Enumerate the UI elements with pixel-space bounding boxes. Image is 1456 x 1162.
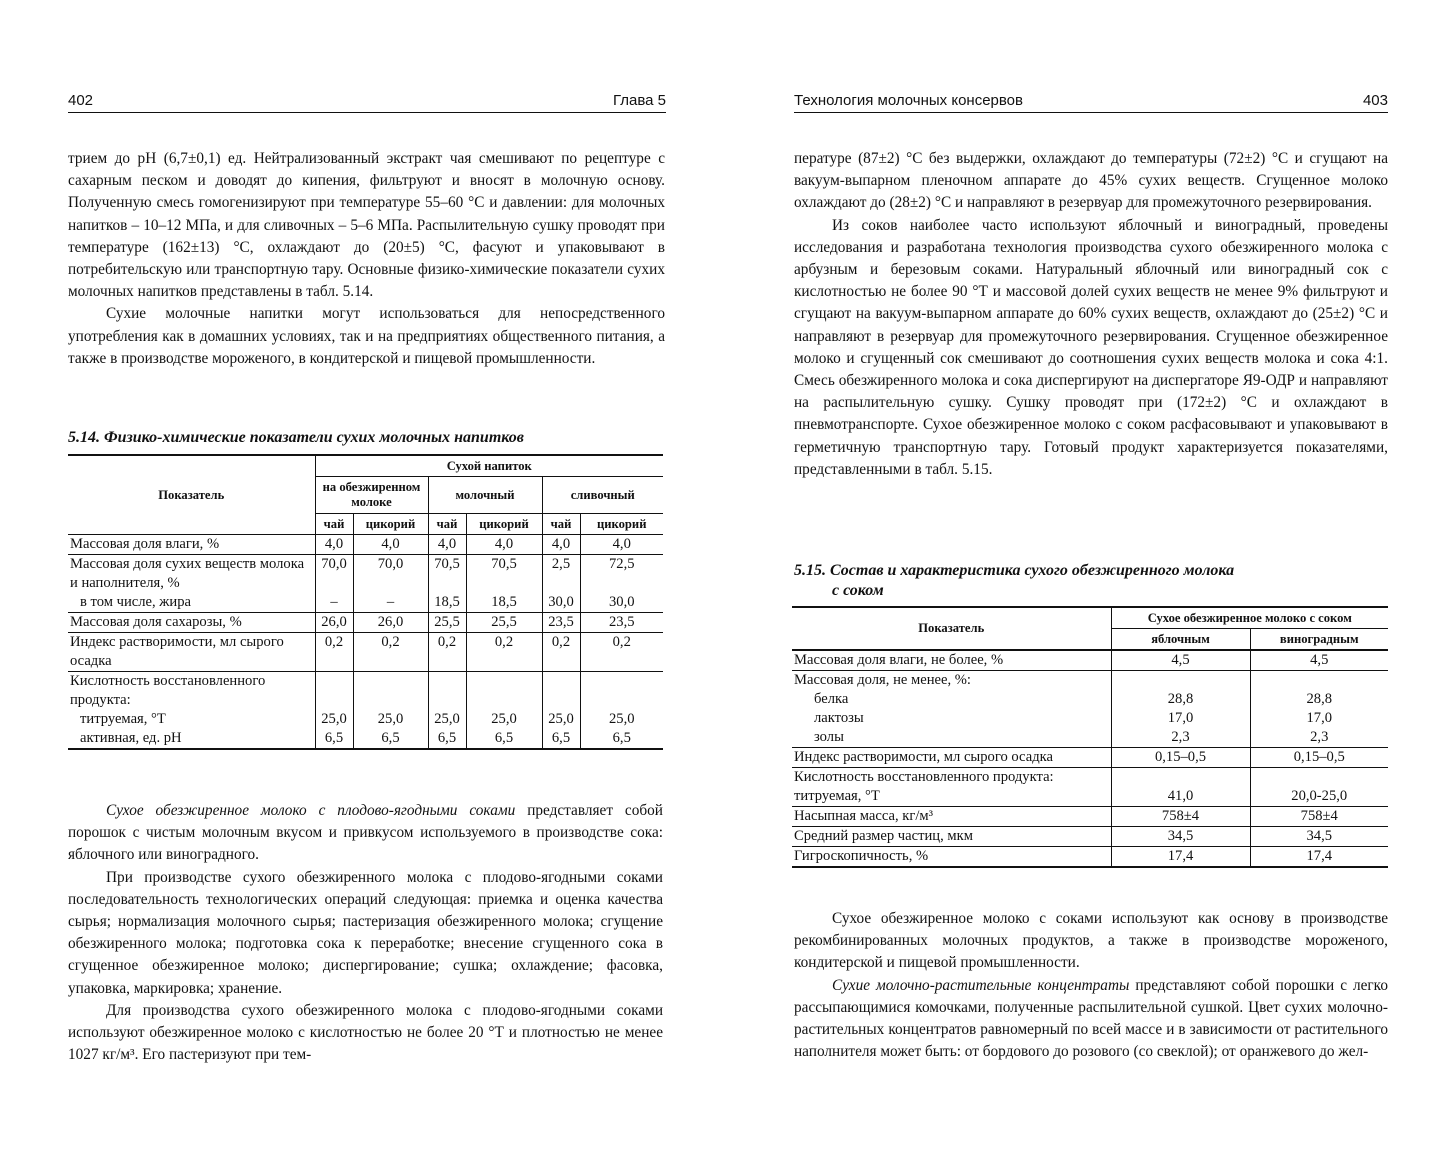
table-row: титруемая, °Т 41,0 20,0-25,0 — [792, 787, 1388, 807]
table-row: активная, ед. pH 6,5 6,5 6,5 6,5 6,5 6,5 — [68, 729, 663, 749]
paragraph: При производстве сухого обезжиренного молока с плодово-ягодными соками последовательность технологических операций следующая: приемка и оценка качества сырья; нормализация молочного сырья; пастеризация обезжиренного молока; сгущение обезжиренного молока; подготовка сока к переработке; внесение сгущенного сока в сгущенное обезжиренное молоко; диспергирование; сушка; охлаждение; фасовка, упаковка, маркировка; хранение. — [68, 868, 663, 997]
table-row: Индекс растворимости, мл сырого осадка 0,15–0,5 0,15–0,5 — [792, 748, 1388, 768]
col-header-grape: виноградным — [1250, 629, 1388, 651]
left-text-bottom — [68, 800, 663, 1066]
running-head: Технология молочных консервов — [794, 92, 1023, 109]
col-header-chicory: цикорий — [466, 514, 542, 535]
paragraph: Сухие молочные напитки могут использоваться для непосредственного употребления как в домашних условиях, так и на предприятиях общественного питания, а также в производстве мороженого, в кондитерской и пищевой промышленности. — [68, 305, 665, 367]
table-caption: 5.15. Состав и характеристика сухого обезжиренного молока с соком — [794, 562, 1235, 599]
col-header-dry-drink: Сухой напиток — [315, 455, 663, 477]
table-row: Массовая доля сахарозы, % 26,0 26,0 25,5 25,5 23,5 23,5 — [68, 613, 663, 633]
col-header-chicory: цикорий — [580, 514, 663, 535]
table-row: золы 2,3 2,3 — [792, 728, 1388, 748]
col-header-indicator: Показатель — [918, 621, 985, 635]
paragraph: пературе (87±2) °С без выдержки, охлаждают до температуры (72±2) °С и сгущают на вакуум-выпарном пленочном аппарате до 45% сухих веществ. Сгущенное молоко охлаждают до (28±2) °С и направляют в резервуар для промежуточного резервирования. — [794, 150, 1388, 212]
table-row: Насыпная масса, кг/м³ 758±4 758±4 — [792, 807, 1388, 827]
table-row: Массовая доля влаги, % 4,0 4,0 4,0 4,0 4,0 4,0 — [68, 535, 663, 555]
table-5-14 — [68, 454, 663, 750]
col-header-cream: сливочный — [542, 477, 663, 514]
paragraph: Из соков наиболее часто используют яблочный и виноградный, проведены исследования и разработана технология производства сухого обезжиренного молока с арбузным и березовым соками. Натуральный яблочный или виноградный сок с кислотностью не более 90 °Т и массовой долей сухих веществ не менее 9% фильтруют и сгущают на вакуум-выпарном аппарате до 60% сухих веществ, охлаждают до (25±2) °С и направляют в резервуар для промежуточного резервирования. Сгущенное обезжиренное молоко и сгущенный сок смешивают до соотношения сухих веществ молока и сока 4:1. Смесь обезжиренного молока и сока диспергируют на диспергаторе Я9-ОДР и направляют на распылительную сушку. Сушку проводят при (172±2) °С и охлаждают в пневмотранспорте. Сухое обезжиренное молоко с соком расфасовывают и упаковывают в герметичную транспортную тару. Готовый продукт характеризуется показателями, представленными в табл. 5.15. — [794, 216, 1388, 478]
col-header-milk: молочный — [428, 477, 542, 514]
table-row: Массовая доля сухих веществ молока и наполнителя, % 70,0 70,0 70,5 70,5 2,5 72,5 — [68, 555, 663, 594]
col-header-chicory: цикорий — [353, 514, 428, 535]
table-row: Кислотность восстановленного продукта: — [792, 768, 1388, 788]
right-page — [728, 0, 1456, 1162]
table-row: титруемая, °Т 25,0 25,0 25,0 25,0 25,0 25,0 — [68, 710, 663, 729]
page-number: 402 — [68, 92, 94, 109]
table-row: Индекс растворимости, мл сырого осадка 0,2 0,2 0,2 0,2 0,2 0,2 — [68, 633, 663, 672]
right-page-header — [794, 92, 1388, 113]
right-text-bottom — [794, 908, 1388, 1063]
paragraph: Для производства сухого обезжиренного молока с плодово-ягодными соками используют обезжиренное молоко с кислотностью не более 20 °Т и плотностью не менее 1027 кг/м³. Его пастеризуют при тем- — [68, 1001, 663, 1064]
table-5-15 — [792, 606, 1388, 868]
table-row: Кислотность восстановленного продукта: — [68, 672, 663, 711]
paragraph: Сухое обезжиренное молоко с плодово-ягодными соками представляет собой порошок с чистым молочным вкусом и привкусом используемого в производстве сока: яблочного или виноградного. — [68, 802, 663, 864]
table-row: Массовая доля, не менее, %: — [792, 671, 1388, 691]
table-row: Средний размер частиц, мкм 34,5 34,5 — [792, 827, 1388, 847]
page-number: 403 — [1362, 92, 1388, 109]
left-text-top — [68, 148, 665, 370]
right-text-top — [794, 148, 1388, 481]
col-header-apple: яблочным — [1111, 629, 1250, 651]
paragraph: трием до pH (6,7±0,1) ед. Нейтрализованный экстракт чая смешивают по рецептуре с сахарным песком и доводят до кипения, фильтруют и вносят в молочную основу. Полученную смесь гомогенизируют при температуре 55–60 °С и давлении: для молочных напитков – 10–12 МПа, и для сливочных – 5–6 МПа. Распылительную сушку проводят при температуре (162±13) °С, охлаждают до (20±5) °С, фасуют и упаковывают в потребительскую или транспортную тару. Основные физико-химические показатели сухих молочных напитков представлены в табл. 5.14. — [68, 150, 665, 301]
table-row: лактозы 17,0 17,0 — [792, 709, 1388, 728]
col-header-tea: чай — [542, 514, 580, 535]
table-row: Гигроскопичность, % 17,4 17,4 — [792, 847, 1388, 868]
col-header-skim: на обезжиренном молоке — [315, 477, 428, 514]
left-page-header — [68, 92, 666, 113]
col-header-tea: чай — [428, 514, 466, 535]
col-header-indicator: Показатель — [68, 455, 315, 535]
running-head: Глава 5 — [612, 92, 666, 109]
table-caption: 5.14. Физико-химические показатели сухих молочных напитков — [68, 429, 524, 446]
col-header-group: Сухое обезжиренное молоко с соком — [1111, 607, 1388, 629]
table-row: Массовая доля влаги, не более, % 4,5 4,5 — [792, 650, 1388, 671]
paragraph: Сухие молочно-растительные концентраты представляют собой порошки с легко рассыпающимися комочками, полученные распылительной сушкой. Цвет сухих молочно-растительных концентратов равномерный по всей массе и в зависимости от растительного наполнителя может быть: от бордового до розового (со свеклой); от оранжевого до жел- — [794, 976, 1388, 1061]
table-row: белка 28,8 28,8 — [792, 690, 1388, 709]
paragraph: Сухое обезжиренное молоко с соками используют как основу в производстве рекомбинированных молочных продуктов, а также в производстве мороженого, кондитерской и пищевой промышленности. — [794, 910, 1388, 972]
table-row: в том числе, жира – – 18,5 18,5 30,0 30,0 — [68, 593, 663, 613]
col-header-tea: чай — [315, 514, 353, 535]
